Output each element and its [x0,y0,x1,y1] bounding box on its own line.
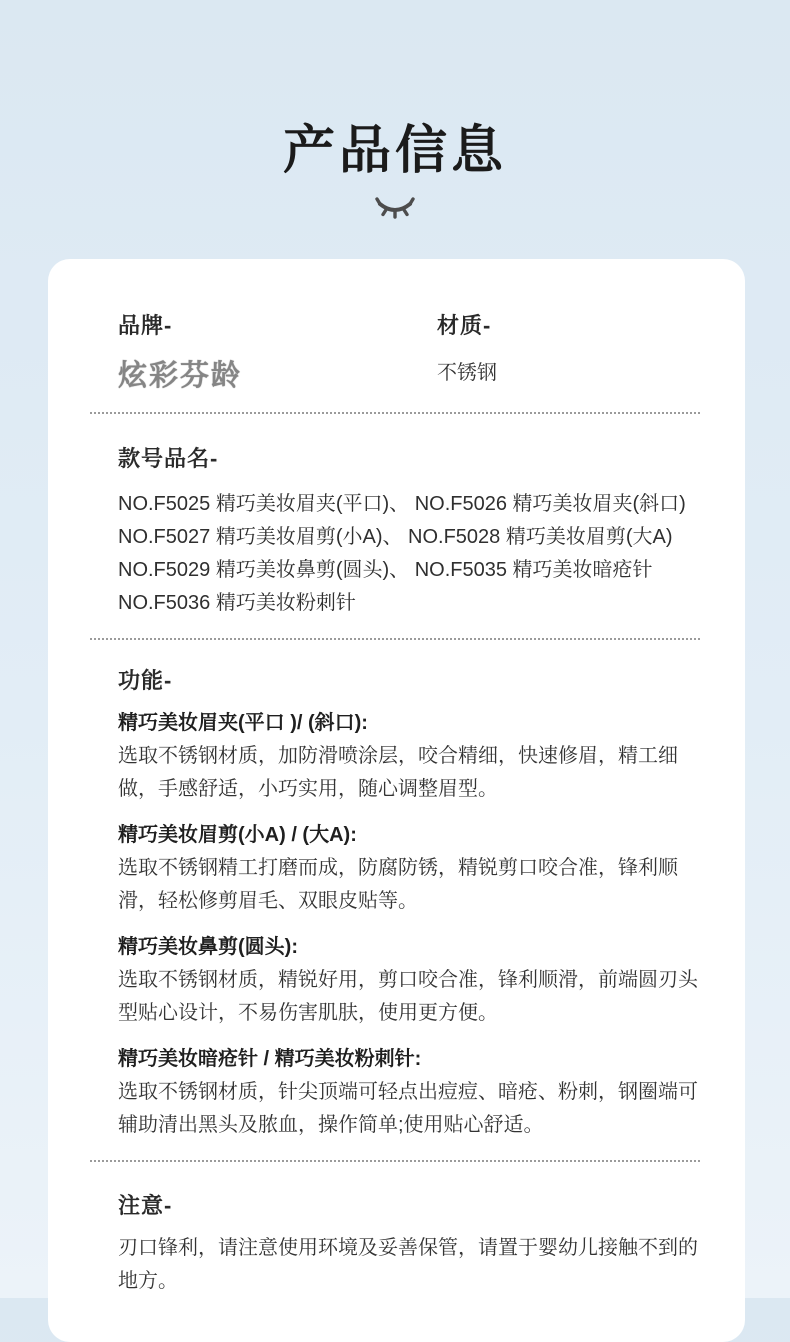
page-title: 产品信息 [282,122,507,180]
function-desc: 选取不锈钢材质，针尖顶端可轻点出痘痘、暗疮、粉刺，钢圈端可辅助清出黑头及脓血，操作简单;使用贴心舒适。 [118,1081,698,1136]
functions-section [90,664,700,1142]
functions-list [118,707,700,1142]
model-line: NO.F5029 精巧美妆鼻剪(圆头)、 NO.F5035 精巧美妆暗疮针 [118,559,653,581]
brand-value: 炫彩芬龄 [118,360,243,392]
notice-label: 注意- [118,1193,173,1218]
product-info-card [48,259,745,1342]
divider [90,1160,700,1162]
model-line: NO.F5025 精巧美妆眉夹(平口)、 NO.F5026 精巧美妆眉夹(斜口) [118,493,686,515]
material-value: 不锈钢 [437,362,497,384]
material-block [437,309,497,394]
brand-label: 品牌- [118,313,173,338]
models-label: 款号品名- [118,446,219,471]
divider [90,638,700,640]
function-title: 精巧美妆眉剪(小A) / (大A): [118,824,357,846]
model-line: NO.F5036 精巧美妆粉刺针 [118,592,356,614]
notice-text: 刃口锋利，请注意使用环境及妥善保管，请置于婴幼儿接触不到的地方。 [118,1237,698,1292]
brand-material-row [90,309,700,394]
models-list [118,488,700,620]
notice-section [90,1189,700,1298]
eyelash-icon [0,197,790,223]
function-item [118,1043,700,1142]
material-label: 材质- [437,313,492,338]
function-item [118,707,700,806]
function-item [118,819,700,918]
brand-block [118,309,437,394]
divider [90,412,700,414]
function-title: 精巧美妆眉夹(平口 )/ (斜口): [118,712,368,734]
functions-label: 功能- [118,668,173,693]
function-item [118,931,700,1030]
model-line: NO.F5027 精巧美妆眉剪(小A)、 NO.F5028 精巧美妆眉剪(大A) [118,526,673,548]
models-section [90,442,700,620]
function-title: 精巧美妆暗疮针 / 精巧美妆粉刺针: [118,1048,422,1070]
function-title: 精巧美妆鼻剪(圆头): [118,936,298,958]
function-desc: 选取不锈钢材质，加防滑喷涂层，咬合精细，快速修眉，精工细做，手感舒适，小巧实用，随心调整眉型。 [118,745,678,800]
function-desc: 选取不锈钢精工打磨而成，防腐防锈，精锐剪口咬合准，锋利顺滑，轻松修剪眉毛、双眼皮贴等。 [118,857,678,912]
page-header [0,0,790,223]
function-desc: 选取不锈钢材质，精锐好用，剪口咬合准，锋利顺滑，前端圆刃头型贴心设计，不易伤害肌肤，使用更方便。 [118,969,698,1024]
